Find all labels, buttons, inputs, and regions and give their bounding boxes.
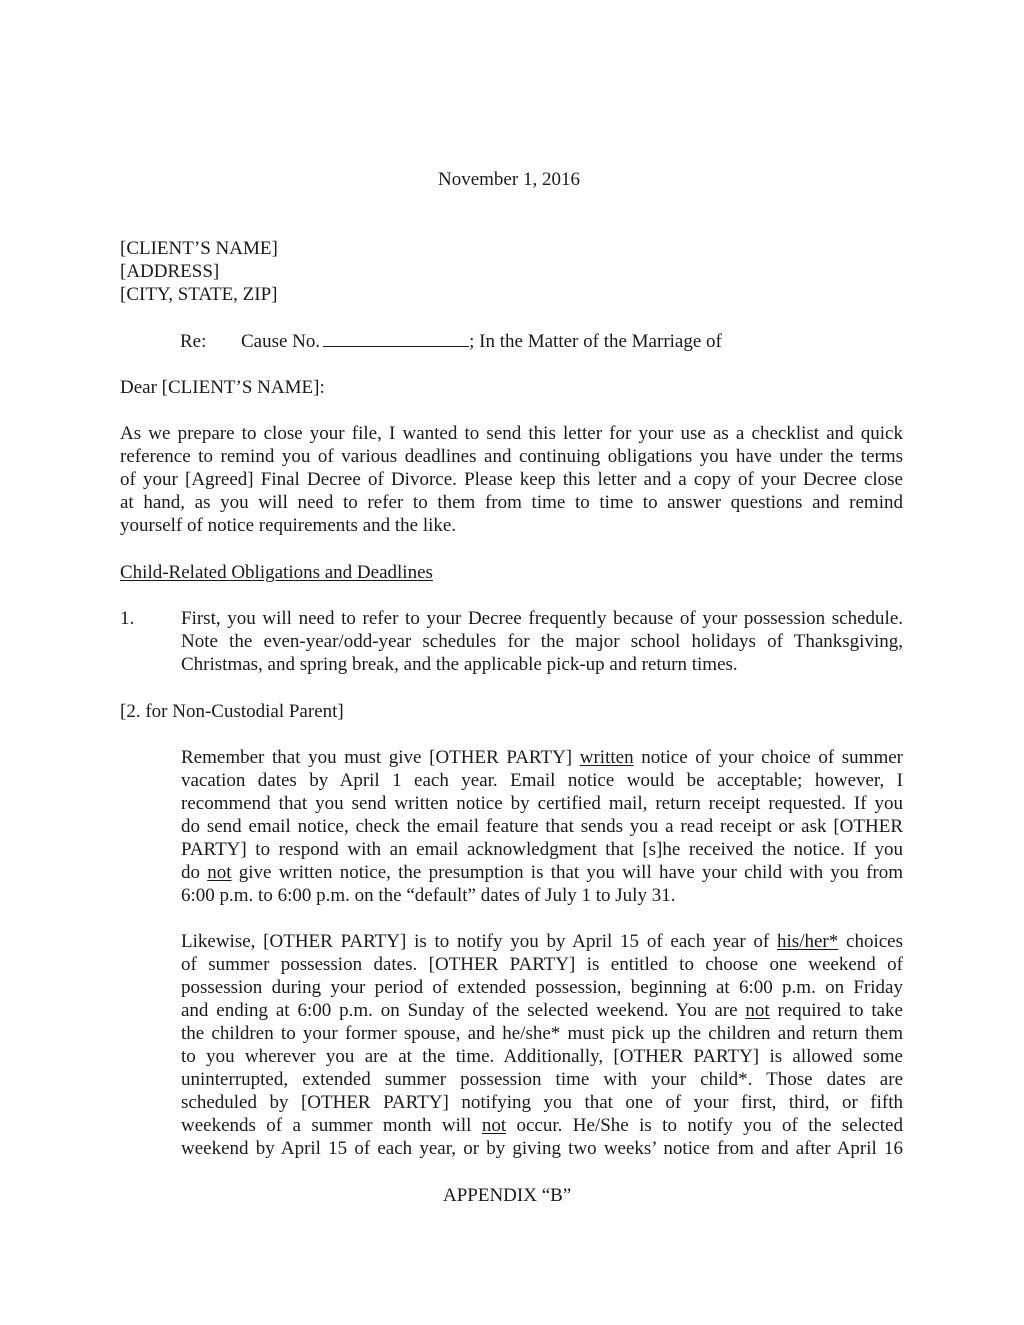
text-run: give written notice, the presumption is that you will have your child with you from: [231, 862, 903, 883]
para-a-line: do send email notice, check the email feature that sends you a read receipt or ask [OTHER: [181, 816, 903, 837]
section-heading: Child-Related Obligations and Deadlines: [120, 562, 433, 583]
text-run: Remember that you must give [OTHER PARTY]: [181, 747, 580, 768]
underlined-word: not: [481, 1115, 507, 1136]
letter-date: November 1, 2016: [438, 169, 580, 190]
intro-line: of your [Agreed] Final Decree of Divorce. Please keep this letter and a copy of your Decree close: [120, 469, 903, 490]
text-run: occur. He/She is to notify you of the selected: [506, 1115, 903, 1136]
re-rest: ; In the Matter of the Marriage of: [469, 331, 722, 352]
para-a-line: PARTY] to respond with an email acknowledgment that [s]he received the notice. If you: [181, 839, 903, 860]
address-city: [CITY, STATE, ZIP]: [120, 284, 278, 305]
underlined-word: his/her*: [777, 931, 839, 952]
para-a-line: recommend that you send written notice by certified mail, return receipt requested. If you: [181, 793, 903, 814]
text-run: and ending at 6:00 p.m. on Sunday of the selected weekend. You are: [181, 1000, 746, 1021]
text-run: required to take: [769, 1000, 903, 1021]
text-run: weekends of a summer month will: [181, 1115, 482, 1136]
para-a-line: vacation dates by April 1 each year. Email notice would be acceptable; however, I: [181, 770, 903, 791]
item1-line: Note the even-year/odd-year schedules for the major school holidays of Thanksgiving,: [181, 631, 903, 652]
text-run: Likewise, [OTHER PARTY] is to notify you by April 15 of each year of: [181, 931, 778, 952]
appendix-footer: APPENDIX “B”: [443, 1185, 572, 1206]
para-b-line: [181, 930, 903, 953]
cause-number-blank: [323, 330, 469, 347]
intro-line: reference to remind you of various deadlines and continuing obligations you have under the terms: [120, 446, 903, 467]
re-cause: Cause No.: [241, 331, 321, 352]
para-b-line: weekend by April 15 of each year, or by giving two weeks’ notice from and after April 16: [181, 1138, 903, 1159]
para-b-line: possession during your period of extended possession, beginning at 6:00 p.m. on Friday: [181, 977, 903, 998]
para-a-line: [181, 861, 903, 884]
address-name: [CLIENT’S NAME]: [120, 238, 278, 259]
para-b-line: to you wherever you are at the time. Additionally, [OTHER PARTY] is allowed some: [181, 1046, 903, 1067]
re-line: [241, 330, 722, 353]
underlined-word: written: [579, 747, 634, 768]
para-b-line: scheduled by [OTHER PARTY] notifying you that one of your first, third, or fifth: [181, 1092, 903, 1113]
para-b-line: the children to your former spouse, and he/she* must pick up the children and return them: [181, 1023, 903, 1044]
intro-line: at hand, as you will need to refer to them from time to time to answer questions and remind: [120, 492, 903, 513]
text-run: do: [181, 862, 208, 883]
item1-line: Christmas, and spring break, and the applicable pick-up and return times.: [181, 654, 738, 675]
para-b-line: uninterrupted, extended summer possession time with your child*. Those dates are: [181, 1069, 903, 1090]
intro-line: yourself of notice requirements and the like.: [120, 515, 457, 536]
item2-heading: [2. for Non-Custodial Parent]: [120, 701, 344, 722]
para-b-line: [181, 1114, 903, 1137]
text-run: choices: [838, 931, 903, 952]
text-run: notice of your choice of summer: [633, 747, 903, 768]
item1-line: First, you will need to refer to your Decree frequently because of your possession schedule.: [181, 608, 903, 629]
para-b-line: [181, 999, 903, 1022]
address-street: [ADDRESS]: [120, 261, 220, 282]
underlined-word: not: [207, 862, 232, 883]
item1-number: 1.: [120, 608, 135, 629]
underlined-word: not: [745, 1000, 770, 1021]
intro-line: As we prepare to close your file, I wanted to send this letter for your use as a checklist and quick: [120, 423, 903, 444]
para-b-line: of summer possession dates. [OTHER PARTY] is entitled to choose one weekend of: [181, 954, 903, 975]
para-a-line: [181, 746, 903, 769]
salutation: Dear [CLIENT’S NAME]:: [120, 377, 325, 398]
re-label: Re:: [180, 331, 207, 352]
para-a-line: 6:00 p.m. to 6:00 p.m. on the “default” dates of July 1 to July 31.: [181, 885, 676, 906]
